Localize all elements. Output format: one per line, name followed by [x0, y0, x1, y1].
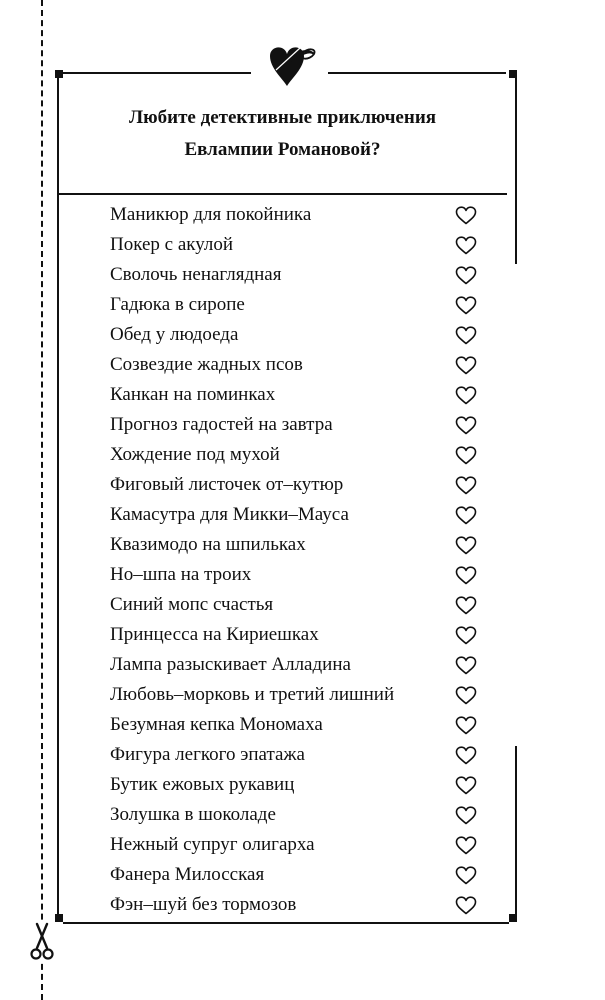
- list-item: [110, 860, 480, 890]
- list-item: [110, 380, 480, 410]
- book-title: Обед у людоеда: [110, 324, 239, 345]
- book-title: Созвездие жадных псов: [110, 354, 303, 375]
- heart-outline-icon[interactable]: [455, 776, 477, 795]
- book-title: Любовь–морковь и третий лишний: [110, 684, 395, 705]
- book-title: Гадюка в сиропе: [110, 294, 245, 315]
- book-title: Сволочь ненаглядная: [110, 264, 282, 285]
- frame-corner: [55, 70, 63, 78]
- heart-outline-icon[interactable]: [455, 446, 477, 465]
- book-title: Квазимодо на шпильках: [110, 534, 306, 555]
- list-item: [110, 560, 480, 590]
- frame-edge: [515, 78, 517, 264]
- book-title: Принцесса на Кириешках: [110, 624, 319, 645]
- book-title: Нежный супруг олигарха: [110, 834, 315, 855]
- heart-outline-icon[interactable]: [455, 536, 477, 555]
- heart-outline-icon[interactable]: [455, 356, 477, 375]
- book-title: Безумная кепка Мономаха: [110, 714, 323, 735]
- frame-corner: [509, 914, 517, 922]
- list-item: [110, 800, 480, 830]
- list-item: [110, 890, 480, 920]
- book-title: Маникюр для покойника: [110, 204, 312, 225]
- title-divider: [57, 193, 507, 195]
- heart-outline-icon[interactable]: [455, 416, 477, 435]
- list-item: [110, 590, 480, 620]
- frame-edge: [57, 78, 59, 914]
- list-item: [110, 680, 480, 710]
- list-item: [110, 740, 480, 770]
- book-title: Золушка в шоколаде: [110, 804, 276, 825]
- heart-outline-icon[interactable]: [455, 476, 477, 495]
- heart-outline-icon[interactable]: [455, 266, 477, 285]
- title-line-1: Любите детективные приключения: [128, 107, 437, 128]
- book-title: Покер с акулой: [110, 234, 234, 255]
- heart-outline-icon[interactable]: [455, 326, 477, 345]
- heart-outline-icon[interactable]: [455, 206, 477, 225]
- list-item: [110, 200, 480, 230]
- book-title: Фигура легкого эпатажа: [110, 744, 305, 765]
- book-title: Фэн–шуй без тормозов: [110, 894, 297, 915]
- frame-corner: [509, 70, 517, 78]
- list-item: [110, 230, 480, 260]
- heart-outline-icon[interactable]: [455, 836, 477, 855]
- list-item: [110, 650, 480, 680]
- list-item: [110, 350, 480, 380]
- list-item: [110, 830, 480, 860]
- heart-outline-icon[interactable]: [455, 626, 477, 645]
- book-title: Бутик ежовых рукавиц: [110, 774, 295, 795]
- heart-outline-icon[interactable]: [455, 566, 477, 585]
- list-item: [110, 770, 480, 800]
- heart-outline-icon[interactable]: [455, 296, 477, 315]
- book-title: Фанера Милосская: [110, 864, 265, 885]
- heart-outline-icon[interactable]: [455, 656, 477, 675]
- heart-outline-icon[interactable]: [455, 896, 477, 915]
- scissors-icon: [28, 922, 56, 962]
- heart-outline-icon[interactable]: [455, 596, 477, 615]
- page-title: [60, 102, 505, 166]
- book-title: Канкан на поминках: [110, 384, 276, 405]
- heart-outline-icon[interactable]: [455, 866, 477, 885]
- heart-outline-icon[interactable]: [455, 236, 477, 255]
- heart-outline-icon[interactable]: [455, 806, 477, 825]
- frame-edge: [515, 746, 517, 916]
- book-title: Хождение под мухой: [110, 444, 280, 465]
- book-title: Фиговый листочек от–кутюр: [110, 474, 344, 495]
- frame-edge: [63, 922, 509, 924]
- book-title: Лампа разыскивает Алладина: [110, 654, 351, 675]
- book-title: Камасутра для Микки–Мауса: [110, 504, 349, 525]
- list-item: [110, 290, 480, 320]
- list-item: [110, 320, 480, 350]
- list-item: [110, 440, 480, 470]
- title-line-2: Евлампии Романовой?: [184, 139, 381, 160]
- heart-outline-icon[interactable]: [455, 506, 477, 525]
- heart-outline-icon[interactable]: [455, 716, 477, 735]
- list-item: [110, 500, 480, 530]
- frame-edge: [63, 72, 251, 74]
- frame-corner: [55, 914, 63, 922]
- book-title: Прогноз гадостей на завтра: [110, 414, 333, 435]
- list-item: [110, 530, 480, 560]
- frame-edge: [328, 72, 506, 74]
- list-item: [110, 620, 480, 650]
- heart-outline-icon[interactable]: [455, 746, 477, 765]
- list-item: [110, 260, 480, 290]
- cut-line: [41, 0, 43, 1000]
- book-list: [110, 200, 480, 920]
- list-item: [110, 410, 480, 440]
- list-item: [110, 710, 480, 740]
- list-item: [110, 470, 480, 500]
- heart-pin-icon: [256, 40, 318, 92]
- book-title: Синий мопс счастья: [110, 594, 274, 615]
- heart-outline-icon[interactable]: [455, 386, 477, 405]
- heart-outline-icon[interactable]: [455, 686, 477, 705]
- book-title: Но–шпа на троих: [110, 564, 252, 585]
